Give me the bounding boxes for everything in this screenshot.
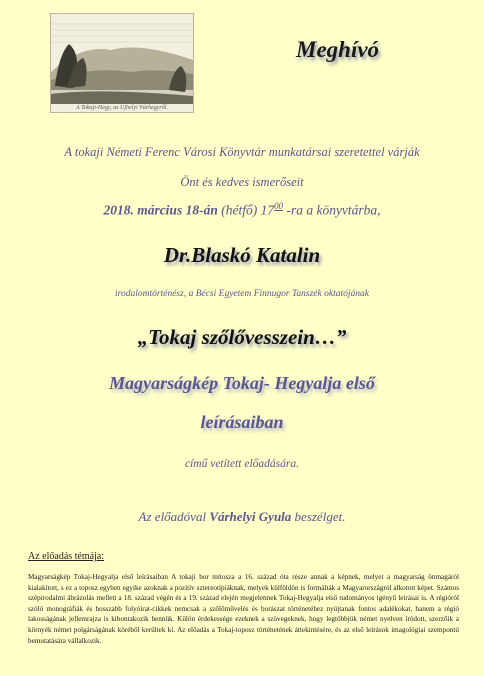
topic-heading: Az előadás témája: bbox=[28, 551, 105, 562]
page-title: Meghívó bbox=[296, 37, 380, 62]
event-date: 2018. március 18-án bbox=[103, 202, 218, 218]
lecture-title: „Tokaj szőlővesszein…” bbox=[137, 325, 347, 349]
engraving-illustration bbox=[51, 14, 193, 112]
lecture-subtitle-line-1: Magyarságkép Tokaj- Hegyalja első bbox=[109, 373, 375, 393]
moderator-prefix: Az előadóval bbox=[138, 509, 207, 524]
event-weekday: (hétfő) bbox=[221, 202, 258, 218]
topic-text: Magyarságkép Tokaj-Hegyalja első leírásaiban A tokaji bor mítosza a 16. század óta része annak a képnek, melyet a magyarság önmagáról kialakított, s ez a toposz egyben egyike azoknak a pozitív sztereotípiáknak, melyek külföldön is formálták a Magyarországról alkotott képet. Számos szépirodalmi ábrázolás mellett a 18. század végén és a 19. század elején megjelennek Tokaj-Hegyalja első tudományos igényű leírásai is. A régióról szóló monográfiák és hosszabb folyóirat-cikkek nemcsak a szőlőművelés és borászat történetéhez nyújtanak fontos adalékokat, hanem a régió lakosságának jellemrajza is kibontakozik bennük. Külön érdekessége ezeknek a szövegeknek, hogy legtöbbjük német nyelven íródott, szerzőik a környék német polgárságának köréből kerültek ki. Az előadás a Tokaj-toposz történetének áttekintésére, és az első leírások imagológiai szempontú bemutatására vállalkozik. bbox=[28, 573, 459, 645]
event-place: -ra a könyvtárba, bbox=[286, 202, 381, 218]
moderator-suffix: beszélget. bbox=[294, 509, 346, 524]
event-hour: 17 bbox=[260, 202, 275, 218]
speaker-name: Dr.Blaskó Katalin bbox=[163, 243, 321, 267]
event-minutes: 00 bbox=[274, 201, 284, 211]
speaker-role: irodalomtörténész, a Bécsi Egyetem Finnugor Tanszék oktatójának bbox=[115, 289, 369, 299]
moderator-name: Várhelyi Gyula bbox=[209, 509, 292, 524]
moderator-line bbox=[0, 509, 484, 525]
invite-line-2: Önt és kedves ismerőseit bbox=[180, 175, 304, 189]
lecture-note: című vetített előadására. bbox=[184, 458, 300, 470]
invite-line-1: A tokaji Németi Ferenc Városi Könyvtár munkatársai szeretettel várják bbox=[64, 145, 420, 159]
tokaj-hill-engraving bbox=[50, 13, 194, 113]
engraving-caption: A Tokaji-Hegy, az Ujhelyi Várhegyről. bbox=[76, 105, 168, 111]
event-datetime bbox=[0, 201, 484, 219]
lecture-subtitle-line-2: leírásaiban bbox=[200, 412, 284, 432]
